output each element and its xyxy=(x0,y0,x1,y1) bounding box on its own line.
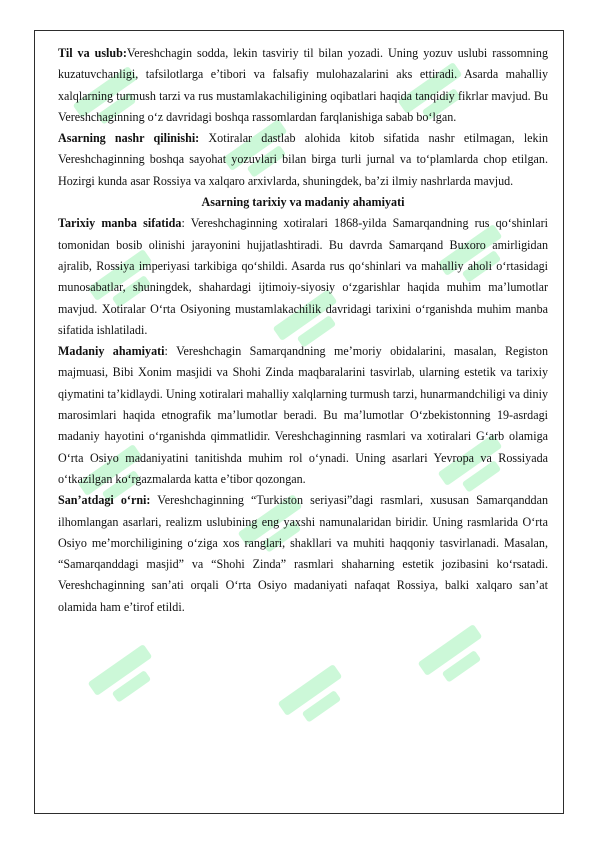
section-text: Vereshchaginning “Turkiston seriyasi”dagi rasmlari, xususan Samarqanddan ilhomlangan asarlari, realizm uslubining eng yaxshi namunalaridan biridir. Uning rasmlarida O‘rta Osiyo me’morchiligining o‘ziga xos ranglari, shakllari va muhiti haqqoniy tasvirlanadi. Masalan, “Samarqanddagi masjid” va “Shohi Zinda” rasmlari shaharning estetik jozibasini ko‘rsatadi. Vereshchaginning san’ati orqali O‘rta Osiyo madaniyati nafaqat Rossiya, balki xalqaro san’at olamida ham e’tirof etildi. xyxy=(58,493,549,614)
section-text: Vereshchagin sodda, lekin tasviriy til bilan yozadi. Uning yozuv uslubi rassomning kuzatuvchanligi, tafsilotlarga e’tibori va falsafiy mulohazalarini aks ettiradi. Asarda mahalliy xalqlarning turmush tarzi va rus mustamlakachiligining oqibatlari haqida tanqidiy fikrlar mavjud. Bu Vereshchaginning o‘z davridagi boshqa rassomlardan farqlanishiga sabab bo‘lgan. xyxy=(58,46,549,124)
section-label: Asarning nashr qilinishi: xyxy=(58,131,200,146)
section-label: Tarixiy manba sifatida xyxy=(58,216,182,231)
section-text: Xotiralar dastlab alohida kitob sifatida nashr etilmagan, lekin Vereshchaginning boshqa sayohat yozuvlari bilan birga turli jurnal va to‘plamlarda chop etilgan. Hozirgi kunda asar Rossiya va xalqaro arxivlarda, shuningdek, ba’zi ilmiy nashrlarda mavjud. xyxy=(58,131,549,188)
section-text: : Vereshchagin Samarqandning me’moriy obidalarini, masalan, Registon majmuasi, Bibi Xonim masjidi va Shohi Zinda maqbaralarini tasvirlab, ularning estetik va tarixiy qiymatini ta’kidlaydi. Uning xotiralari mahalliy xalqlarning turmush tarzi, hunarmandchiligi va diniy marosimlari haqida etnografik ma’lumotlar beradi. Bu ma’lumotlar O‘zbekistonning 19-asrdagi madaniy hayotini o‘rganishda qimmatlidir. Vereshchaginning rasmlari va xotiralari G‘arb olamiga O‘rta Osiyo madaniyatini tanitishda muhim rol o‘ynadi. Uning asarlari Yevropa va Rossiyada o‘tkazilgan ko‘rgazmalarda katta e’tibor qozongan. xyxy=(58,344,548,486)
paragraph-til-va-uslub xyxy=(58,43,548,128)
section-label: San’atdagi o‘rni: xyxy=(58,493,151,508)
section-label: Madaniy ahamiyati xyxy=(58,344,165,359)
paragraph-madaniy-ahamiyati xyxy=(58,341,548,490)
paragraph-nashr-qilinishi xyxy=(58,128,548,192)
document-body xyxy=(58,43,548,618)
section-heading: Asarning tarixiy va madaniy ahamiyati xyxy=(201,195,405,210)
section-label: Til va uslub: xyxy=(58,46,127,60)
paragraph-tarixiy-manba xyxy=(58,213,548,341)
section-text: : Vereshchaginning xotiralari 1868-yilda Samarqandning rus qo‘shinlari tomonidan bosib olinishi jarayonini hujjatlashtiradi. Bu davrda Samarqand Buxoro amirligidan ajralib, Rossiya imperiyasi tarkibiga qo‘shildi. Asarda rus qo‘shinlari va mahalliy aholi o‘rtasidagi munosabatlar, shuningdek, shahardagi ijtimoiy-siyosiy o‘zgarishlar haqida muhim ma’lumotlar mavjud. Xotiralar O‘rta Osiyoning mustamlakachilik davridagi tarixini o‘rganishda muhim manba sifatida ishlatiladi. xyxy=(58,216,548,337)
paragraph-sanatdagi-orni xyxy=(58,490,548,618)
